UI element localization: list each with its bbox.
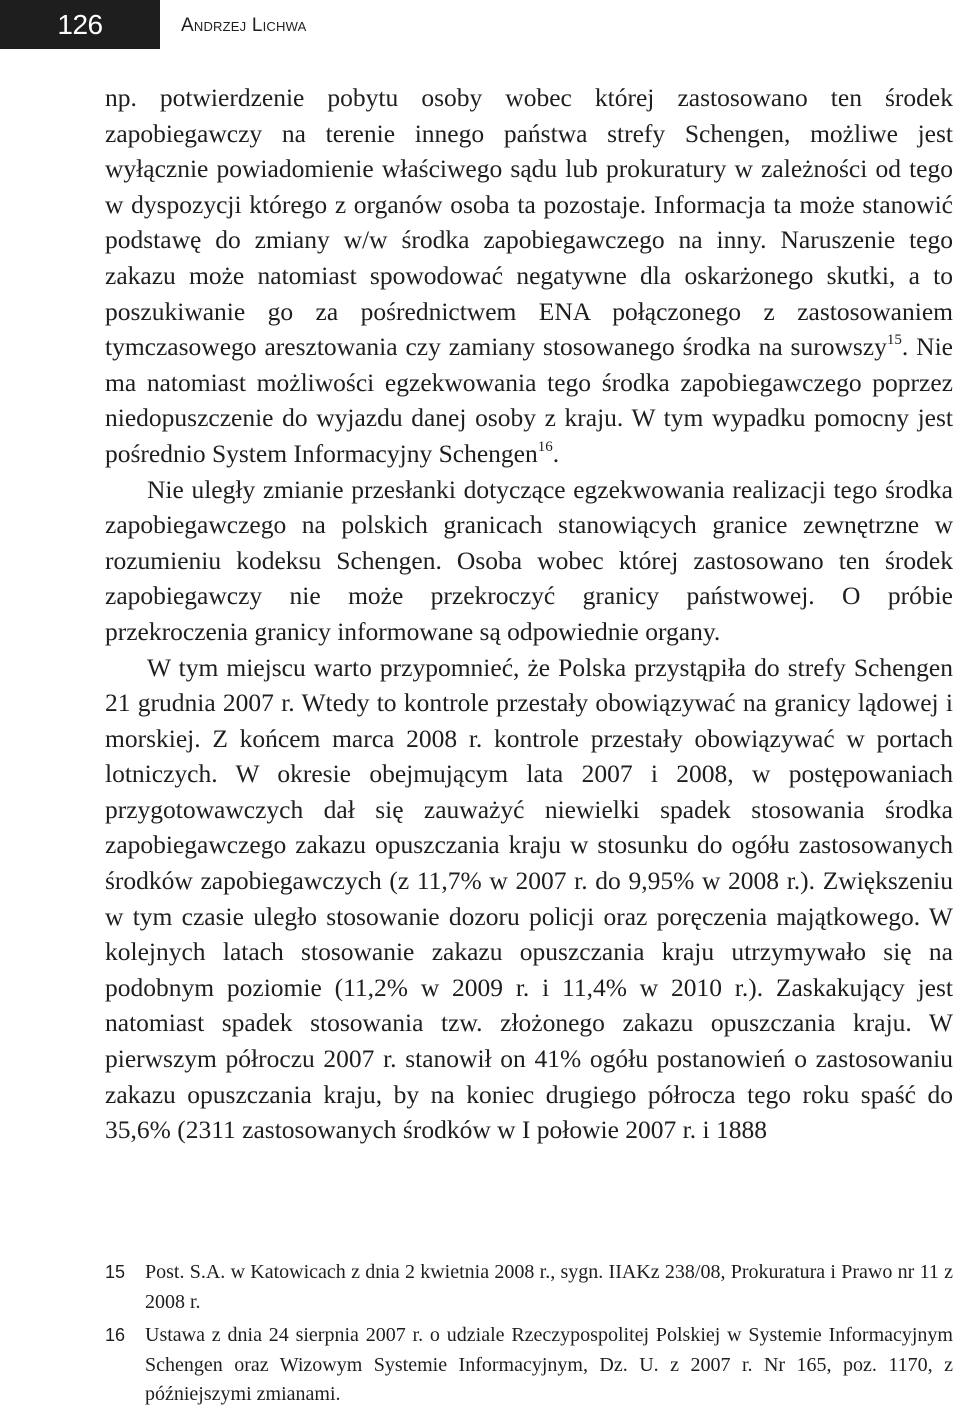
footnote-15 <box>105 1258 953 1317</box>
footnote-text: Post. S.A. w Katowicach z dnia 2 kwietnia 2008 r., sygn. IIAKz 238/08, Prokuratura i Prawo nr 11 z 2008 r. <box>145 1261 953 1313</box>
paragraph-2: Nie uległy zmianie przesłanki dotyczące egzekwowania realizacji tego środka zapobiegawczego na polskich granicach stanowiących granice zewnętrzne w rozumieniu kodeksu Schengen. Osoba wobec której zastosowano ten środek zapobiegawczy nie może przekroczyć granicy państwowej. O próbie przekroczenia granicy informowane są odpowiednie organy. <box>105 474 953 646</box>
footnote-ref-16[interactable]: 16 <box>537 438 553 455</box>
footnotes <box>105 1258 953 1414</box>
footnote-text: Ustawa z dnia 24 sierpnia 2007 r. o udziale Rzeczypospolitej Polskiej w Systemie Informacyjnym Schengen oraz Wizowym Systemie Informacyjnym, Dz. U. z 2007 r. Nr 165, poz. 1170, z późniejszymi zmianami. <box>145 1324 953 1405</box>
paragraph-1 <box>105 80 953 472</box>
paragraph-1-part-a: np. potwierdzenie pobytu osoby wobec której zastosowano ten środek zapobiegawczy na terenie innego państwa strefy Schengen, możliwe jest wyłącznie powiadomienie właściwego sądu lub prokuratury w zależności od tego w dyspozycji którego z organów osoba ta pozostaje. Informacja ta może stanowić podstawę do zmiany w/w środka zapobiegawczego na inny. Naruszenie tego zakazu może natomiast spowodować negatywne dla oskarżonego skutki, a to poszukiwanie go za pośrednictwem ENA połączonego z zastosowaniem tymczasowego aresztowania czy zamiany stosowanego środka na surowszy <box>105 83 953 362</box>
running-head-author: Andrzej Lichwa <box>181 15 307 36</box>
footnote-ref-15[interactable]: 15 <box>886 332 902 349</box>
running-header <box>0 0 960 49</box>
footnote-number: 15 <box>105 1262 126 1282</box>
paragraph-3: W tym miejscu warto przypomnieć, że Polska przystąpiła do strefy Schengen 21 grudnia 2007 r. Wtedy to kontrole przestały obowiązywać na granicy lądowej i morskiej. Z końcem marca 2008 r. kontrole przestały obowiązywać w portach lotniczych. W okresie obejmującym lata 2007 i 2008, w postępowaniach przygotowawczych dał się zauważyć niewielki spadek stosowania środka zapobiegawczego zakazu opuszczania kraju w stosunku do ogółu zastosowanych środków zapobiegawczych (z 11,7% w 2007 r. do 9,95% w 2008 r.). Zwiększeniu w tym czasie uległo stosowanie dozoru policji oraz poręczenia majątkowego. W kolejnych latach stosowanie zakazu opuszczania kraju utrzymywało się na podobnym poziomie (11,2% w 2009 r. i 11,4% w 2010 r.). Zaskakujący jest natomiast spadek stosowania tzw. złożonego zakazu opuszczania kraju. W pierwszym półroczu 2007 r. stanowił on 41% ogółu postanowień o zastosowaniu zakazu opuszczania kraju, by na koniec drugiego półrocza tego roku spaść do 35,6% (2311 zastosowanych środków w I połowie 2007 r. i 1888 <box>105 652 953 1145</box>
main-text <box>105 80 953 1148</box>
paragraph-1-part-b: . Nie ma natomiast możliwości egzekwowania tego środka zapobiegawczego poprzez niedopuszczenie do wyjazdu danej osoby z kraju. W tym wypadku pomocny jest pośrednio System Informacyjny Schengen <box>105 332 953 468</box>
paragraph-1-part-c: . <box>552 438 560 468</box>
page-number: 126 <box>0 0 160 49</box>
footnote-number: 16 <box>105 1325 126 1345</box>
footnote-16 <box>105 1321 953 1410</box>
